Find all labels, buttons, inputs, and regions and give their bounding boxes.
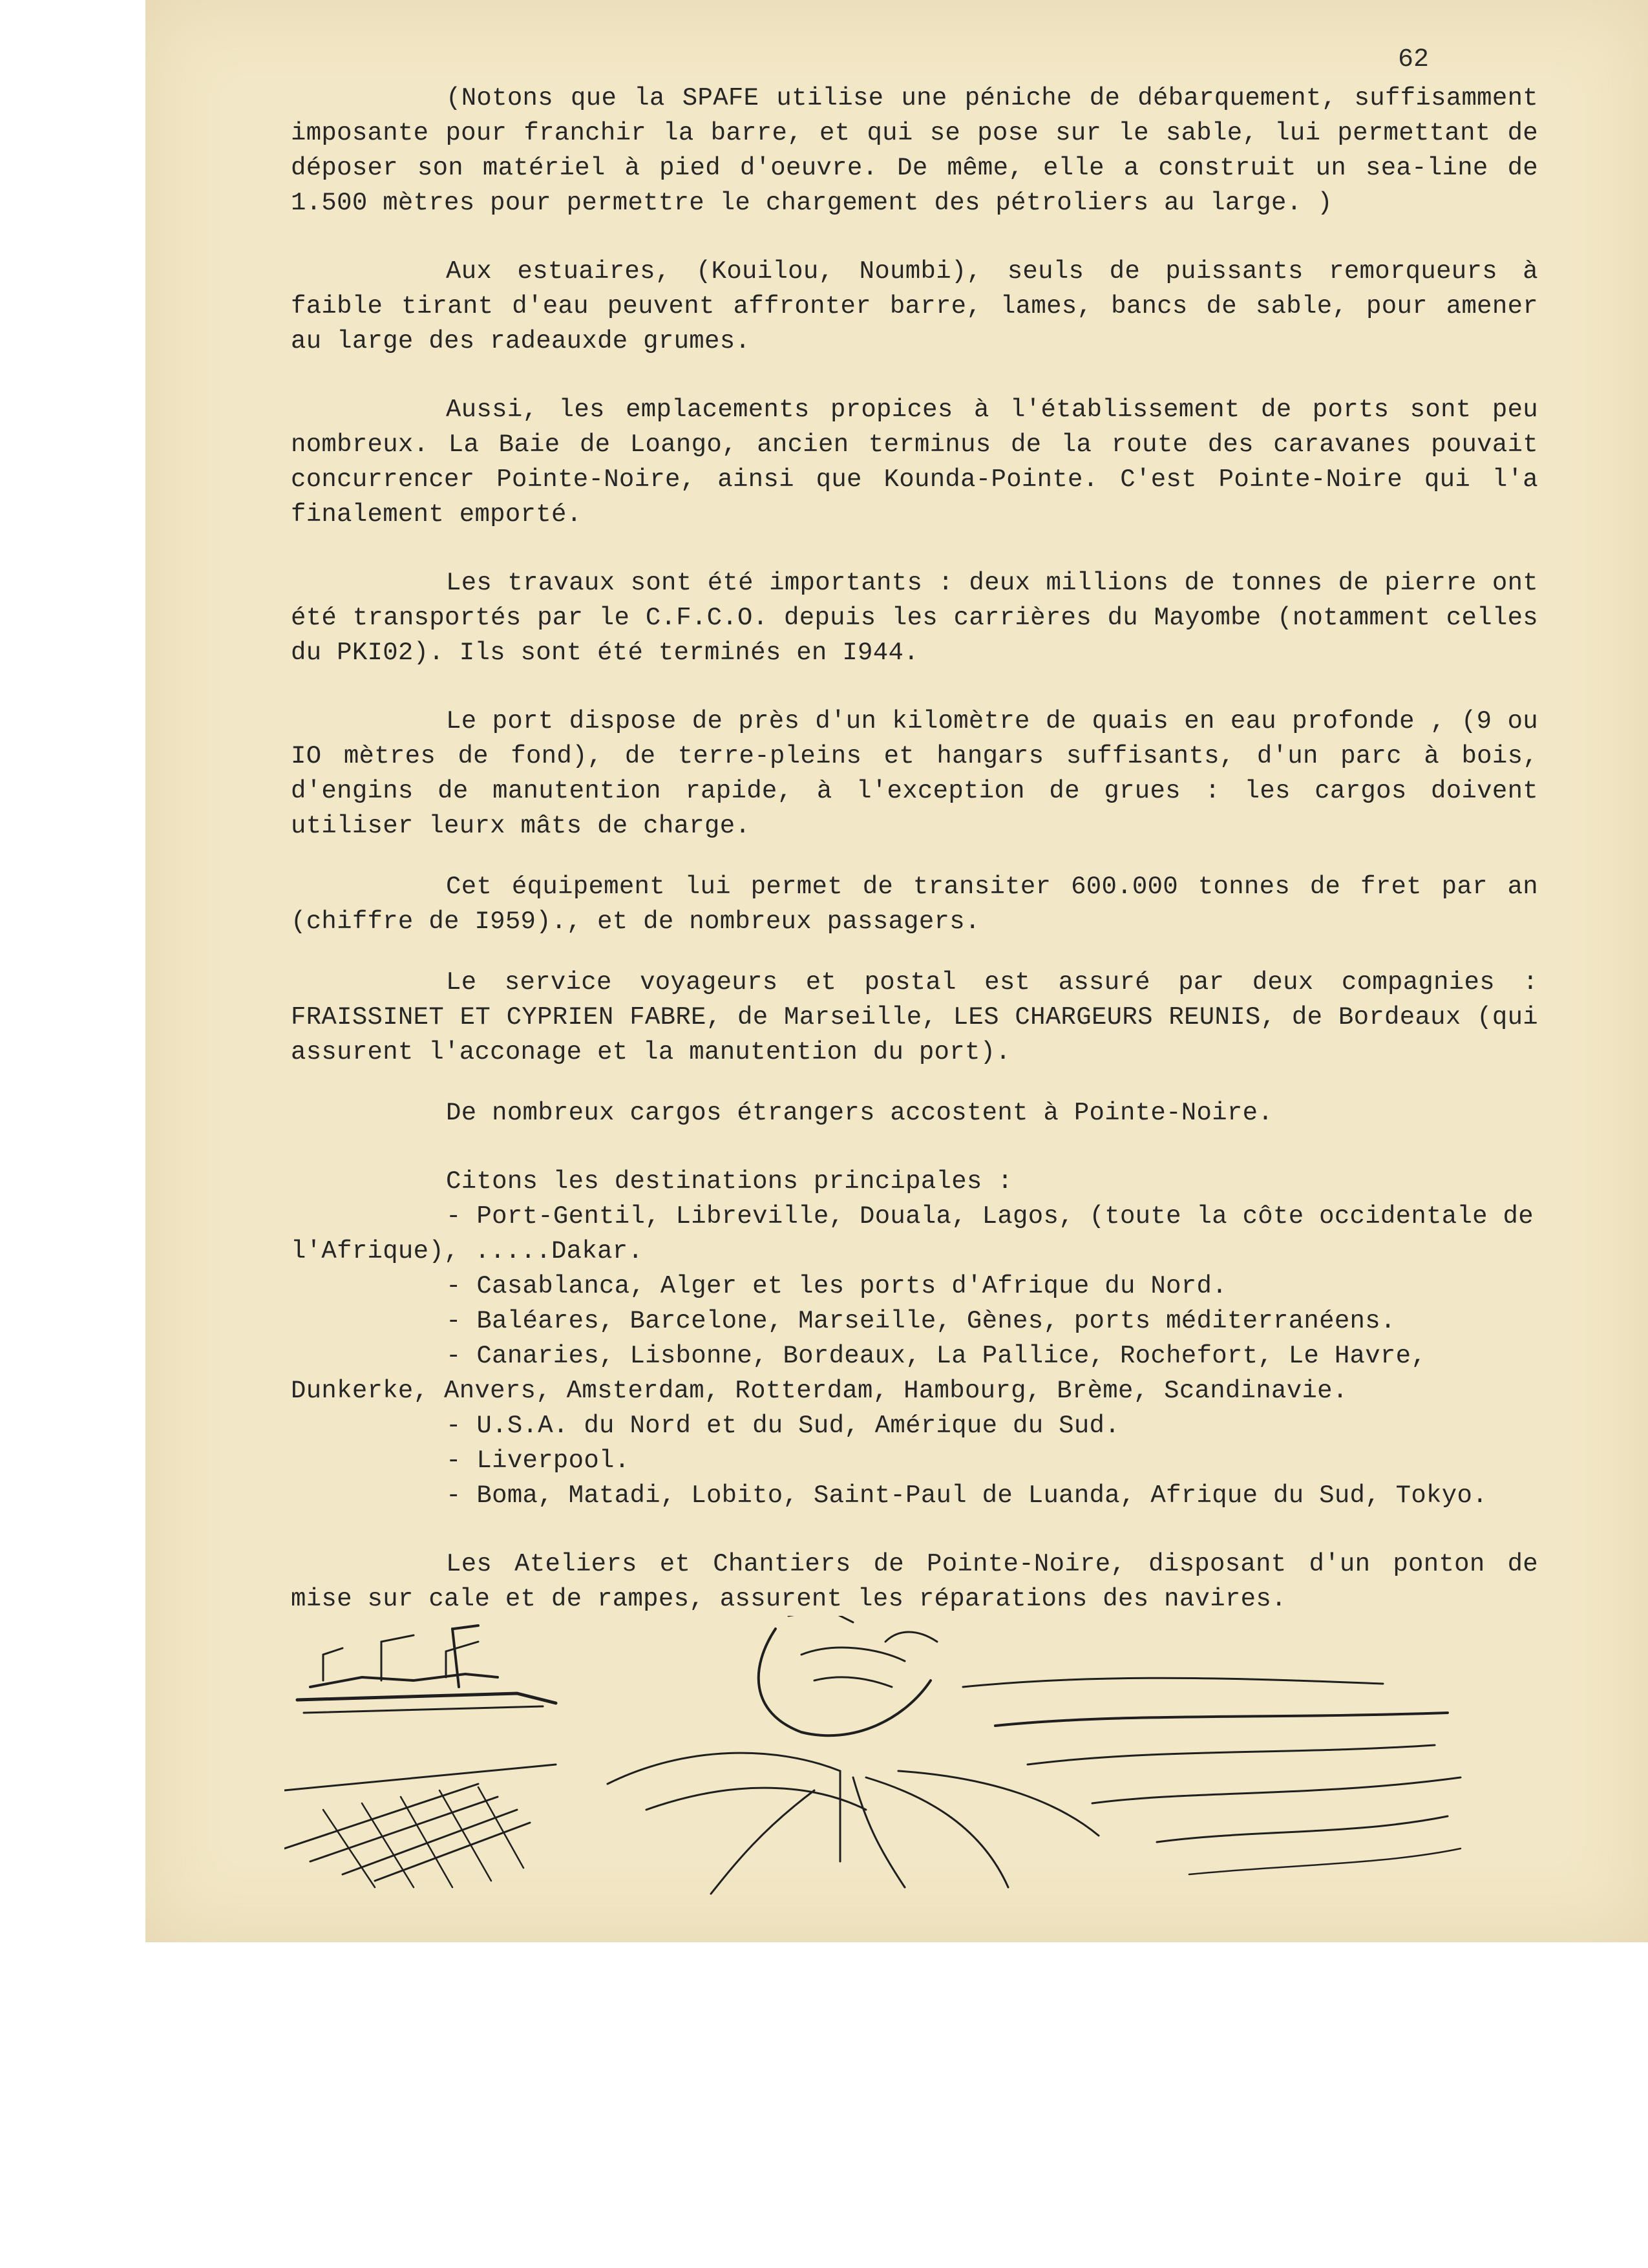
- list-item: - Port-Gentil, Libreville, Douala, Lagos, (toute la côte occidentale de l'Afrique), .....Dakar.: [291, 1202, 1534, 1266]
- paragraph-port: Le port dispose de près d'un kilomètre de quais en eau profonde , (9 ou IO mètres de fond), de terre-pleins et hangars suffisants, d'un parc à bois, d'engins de manutention rapide, à l'exception de grues : les cargos doivent utiliser leurx mâts de charge.: [291, 707, 1538, 840]
- paragraph-equipement: Cet équipement lui permet de transiter 600.000 tonnes de fret par an (chiffre de I959)., et de nombreux passagers.: [291, 873, 1538, 936]
- page-number: 62: [1398, 45, 1430, 74]
- document-body: [291, 81, 1538, 1650]
- list-item: - Casablanca, Alger et les ports d'Afrique du Nord.: [446, 1272, 1227, 1300]
- harbour-sketch-illustration: [284, 1616, 1467, 1900]
- paragraph-service: Le service voyageurs et postal est assuré par deux compagnies : FRAISSINET ET CYPRIEN FABRE, de Marseille, LES CHARGEURS REUNIS, de Bordeaux (qui assurent l'acconage et la manutention du port).: [291, 968, 1538, 1066]
- paragraph-cargos: De nombreux cargos étrangers accostent à Pointe-Noire.: [446, 1099, 1274, 1127]
- list-item: - Canaries, Lisbonne, Bordeaux, La Pallice, Rochefort, Le Havre, Dunkerke, Anvers, Amsterdam, Rotterdam, Hambourg, Brème, Scandinavie.: [291, 1342, 1427, 1405]
- destinations-list: [291, 1199, 1538, 1513]
- paragraph-emplacements: Aussi, les emplacements propices à l'établissement de ports sont peu nombreux. La Baie de Loango, ancien terminus de la route des caravanes pouvait concurrencer Pointe-Noire, ainsi que Kounda-Pointe. C'est Pointe-Noire qui l'a finalement emporté.: [291, 396, 1538, 529]
- list-item: - Liverpool.: [446, 1447, 630, 1475]
- paragraph-spafe: (Notons que la SPAFE utilise une péniche de débarquement, suffisamment imposante pour franchir la barre, et qui se pose sur le sable, lui permettant de déposer son matériel à pied d'oeuvre. De même, elle a construit un sea-line de 1.500 mètres pour permettre le chargement des pétroliers au large. ): [291, 84, 1538, 217]
- paragraph-travaux: Les travaux sont été importants : deux millions de tonnes de pierre ont été transportés par le C.F.C.O. depuis les carrières du Mayombe (notamment celles du PKI02). Ils sont été terminés en I944.: [291, 569, 1538, 667]
- paragraph-ateliers: Les Ateliers et Chantiers de Pointe-Noire, disposant d'un ponton de mise sur cale et de rampes, assurent les réparations des navires.: [291, 1550, 1538, 1613]
- list-item: - U.S.A. du Nord et du Sud, Amérique du Sud.: [446, 1412, 1120, 1440]
- destinations-intro: Citons les destinations principales :: [446, 1167, 1013, 1196]
- list-item: - Baléares, Barcelone, Marseille, Gènes, ports méditerranéens.: [446, 1307, 1396, 1335]
- paragraph-estuaires: Aux estuaires, (Kouilou, Noumbi), seuls de puissants remorqueurs à faible tirant d'eau peuvent affronter barre, lames, bancs de sable, pour amener au large des radeauxde grumes.: [291, 257, 1538, 355]
- list-item: - Boma, Matadi, Lobito, Saint-Paul de Luanda, Afrique du Sud, Tokyo.: [446, 1481, 1488, 1510]
